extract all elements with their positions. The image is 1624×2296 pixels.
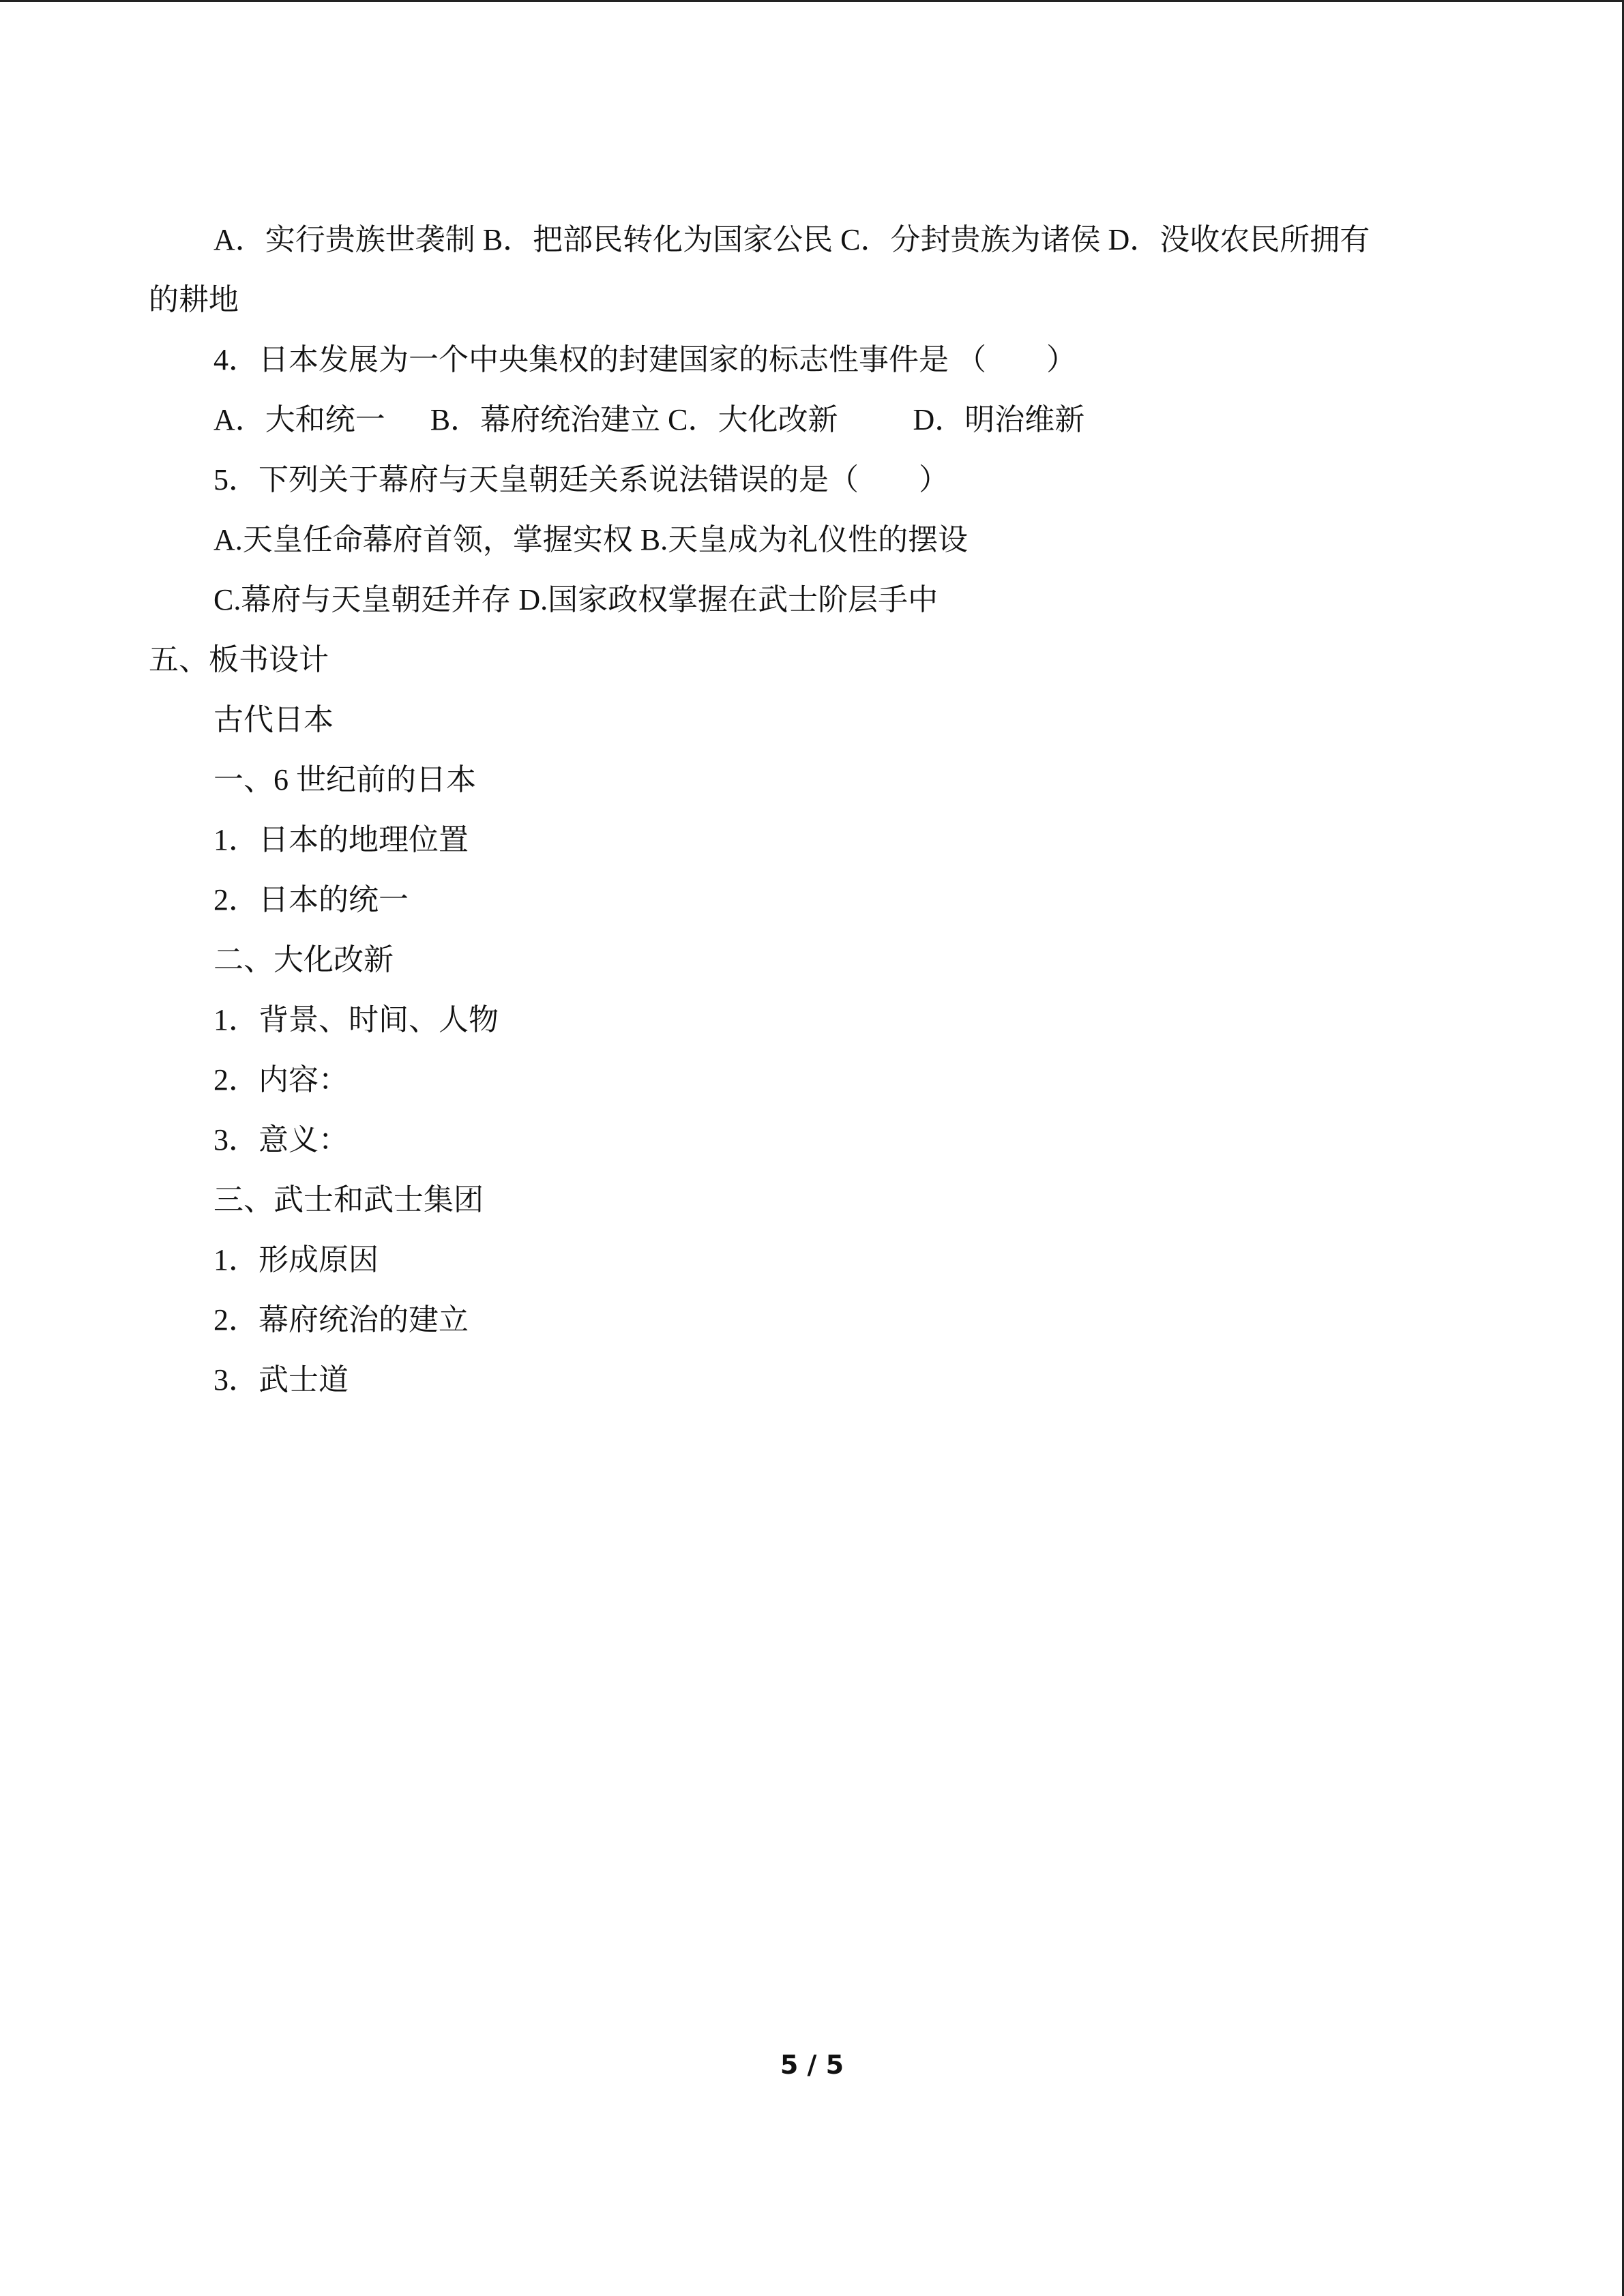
question-5: 5．下列关于幕府与天皇朝廷关系说法错误的是（ ） bbox=[213, 463, 949, 496]
question-4-options: A．大和统一 B．幕府统治建立 C．大化改新 D．明治维新 bbox=[213, 403, 1085, 436]
outline-item: 3．武士道 bbox=[213, 1363, 349, 1397]
outline-section-3: 三、武士和武士集团 bbox=[213, 1183, 484, 1217]
outline-item: 2．幕府统治的建立 bbox=[213, 1303, 469, 1337]
question-5-options-cd: C.幕府与天皇朝廷并存 D.国家政权掌握在武士阶层手中 bbox=[213, 583, 939, 616]
question-3-options: A．实行贵族世袭制 B．把部民转化为国家公民 C．分封贵族为诸侯 D．没收农民所拥有 bbox=[213, 223, 1370, 256]
question-4: 4．日本发展为一个中央集权的封建国家的标志性事件是 （ ） bbox=[213, 343, 1076, 376]
page-number: 5 / 5 bbox=[780, 2050, 844, 2080]
question-5-options-ab: A.天皇任命幕府首领，掌握实权 B.天皇成为礼仪性的摆设 bbox=[213, 523, 969, 556]
outline-item: 1．背景、时间、人物 bbox=[213, 1003, 499, 1037]
outline-item: 2．日本的统一 bbox=[213, 883, 409, 916]
outline-item: 1．形成原因 bbox=[213, 1243, 379, 1277]
section-heading-blackboard-design: 五、板书设计 bbox=[149, 643, 329, 676]
outline-section-2: 二、大化改新 bbox=[213, 943, 394, 976]
outline-title: 古代日本 bbox=[213, 703, 334, 736]
outline-item: 1．日本的地理位置 bbox=[213, 823, 469, 856]
outline-section-1: 一、6 世纪前的日本 bbox=[213, 763, 476, 796]
document-body bbox=[149, 210, 1486, 1410]
outline-item: 3．意义： bbox=[213, 1123, 349, 1157]
outline-item: 2．内容： bbox=[213, 1063, 349, 1097]
question-3-options-continued: 的耕地 bbox=[149, 283, 239, 316]
